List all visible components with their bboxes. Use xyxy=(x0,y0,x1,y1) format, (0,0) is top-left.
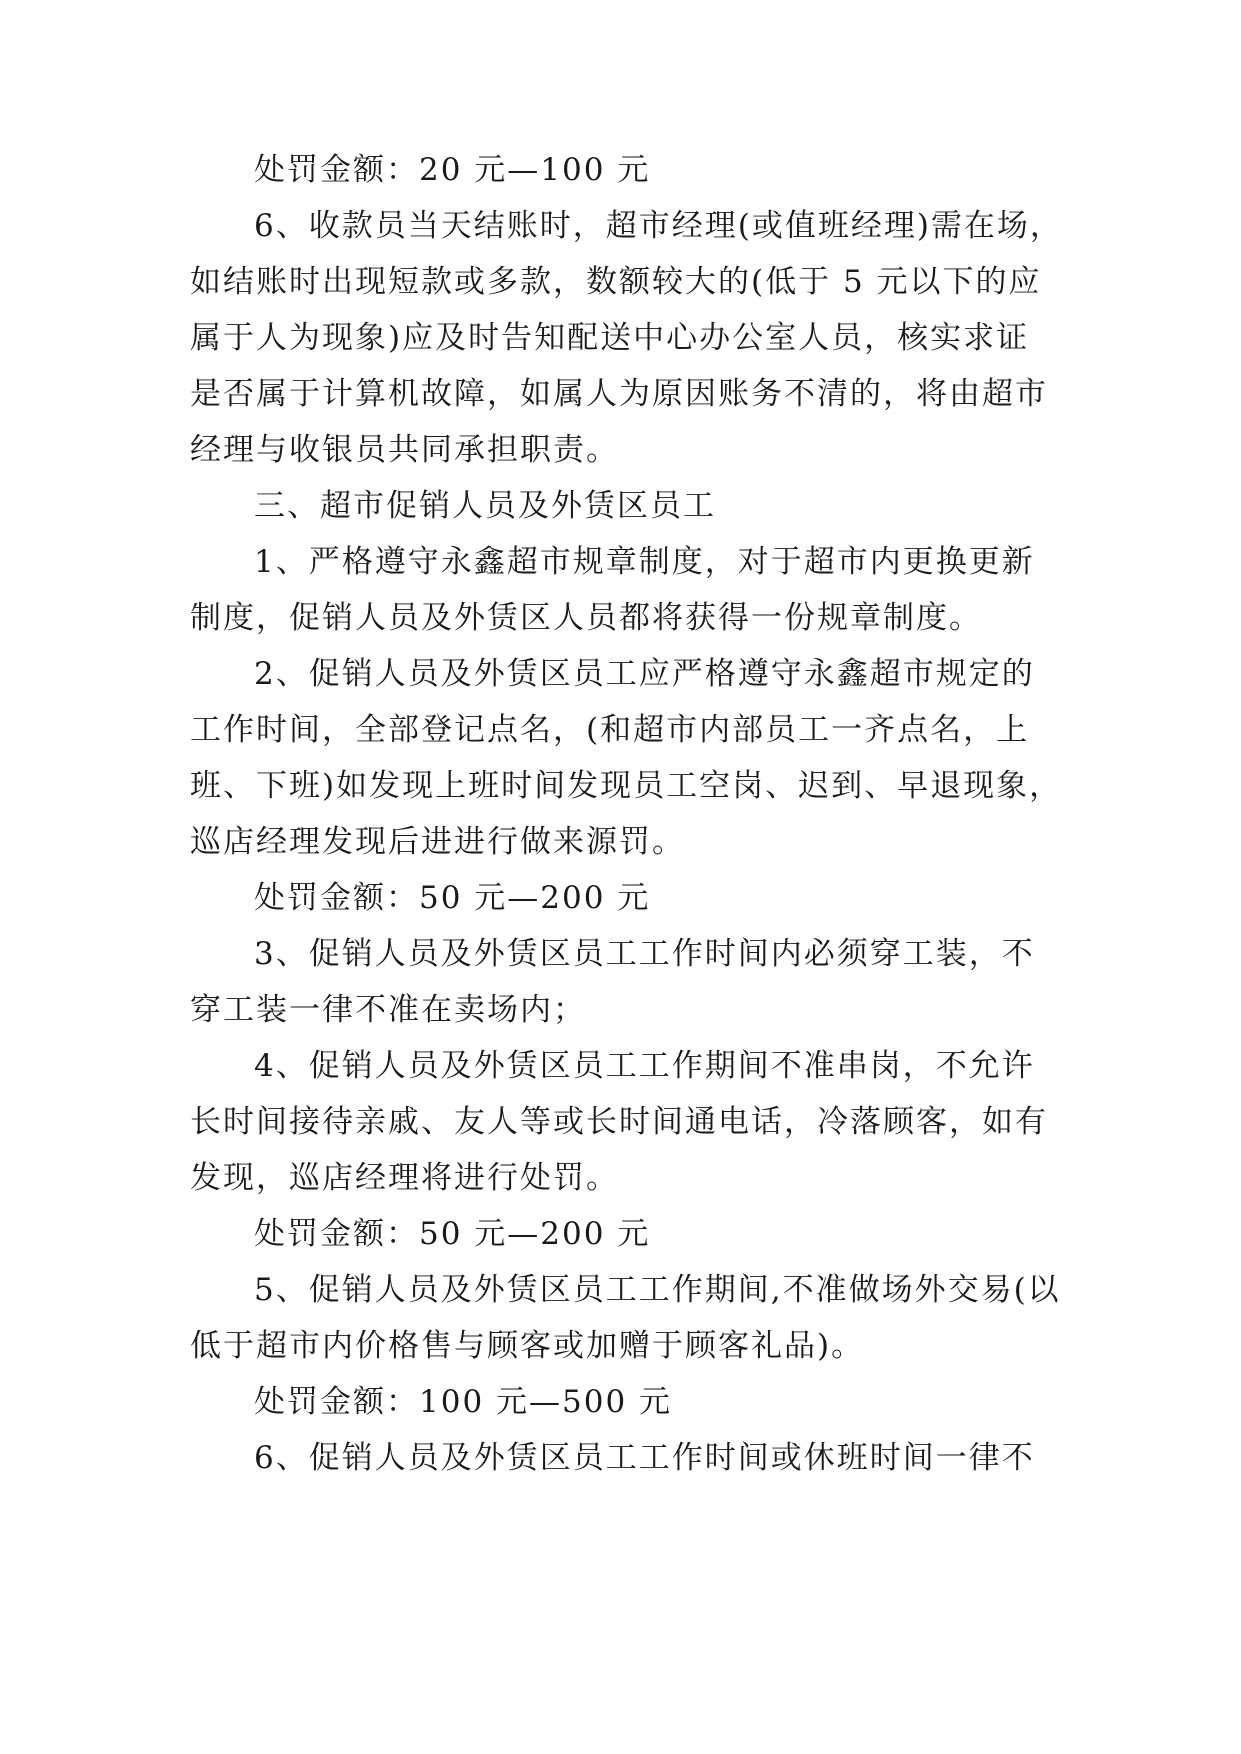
paragraph-line: 处罚金额：20 元—100 元 xyxy=(254,152,651,188)
paragraph-line: 4、促销人员及外赁区员工工作期间不准串岗，不允许 xyxy=(254,1048,1035,1084)
paragraph-line: 发现，巡店经理将进行处罚。 xyxy=(190,1160,619,1196)
paragraph-line: 2、促销人员及外赁区员工应严格遵守永鑫超市规定的 xyxy=(254,656,1035,692)
paragraph-line: 制度，促销人员及外赁区人员都将获得一份规章制度。 xyxy=(190,600,982,636)
paragraph-line: 经理与收银员共同承担职责。 xyxy=(190,432,619,468)
paragraph-line: 工作时间，全部登记点名，(和超市内部员工一齐点名，上 xyxy=(190,712,1030,748)
paragraph-line: 是否属于计算机故障，如属人为原因账务不清的，将由超市 xyxy=(190,376,1048,412)
penalty-amount: 处罚金额：100 元—500 元 xyxy=(254,1384,673,1420)
paragraph-line: 如结账时出现短款或多款，数额较大的(低于 5 元以下的应 xyxy=(190,264,1042,300)
paragraph-line: 6、收款员当天结账时，超市经理(或值班经理)需在场， xyxy=(254,208,1063,244)
paragraph-line: 班、下班)如发现上班时间发现员工空岗、迟到、早退现象， xyxy=(190,768,1063,804)
paragraph-line: 长时间接待亲戚、友人等或长时间通电话，冷落顾客，如有 xyxy=(190,1104,1048,1140)
paragraph-line: 穿工装一律不准在卖场内； xyxy=(190,992,586,1028)
paragraph-line: 6、促销人员及外赁区员工工作时间或休班时间一律不 xyxy=(254,1440,1035,1476)
paragraph-line: 1、严格遵守永鑫超市规章制度，对于超市内更换更新 xyxy=(254,544,1035,580)
paragraph-line: 巡店经理发现后进进行做来源罚。 xyxy=(190,824,685,860)
paragraph-line: 低于超市内价格售与顾客或加赠于顾客礼品)。 xyxy=(190,1328,865,1364)
paragraph-line: 5、促销人员及外赁区员工工作期间,不准做场外交易(以 xyxy=(254,1272,1061,1308)
paragraph-line: 属于人为现象)应及时告知配送中心办公室人员，核实求证 xyxy=(190,320,1030,356)
penalty-amount: 处罚金额：50 元—200 元 xyxy=(254,880,651,916)
paragraph-line: 3、促销人员及外赁区员工工作时间内必须穿工装，不 xyxy=(254,936,1035,972)
section-heading: 三、超市促销人员及外赁区员工 xyxy=(254,488,716,524)
penalty-amount: 处罚金额：50 元—200 元 xyxy=(254,1216,651,1252)
